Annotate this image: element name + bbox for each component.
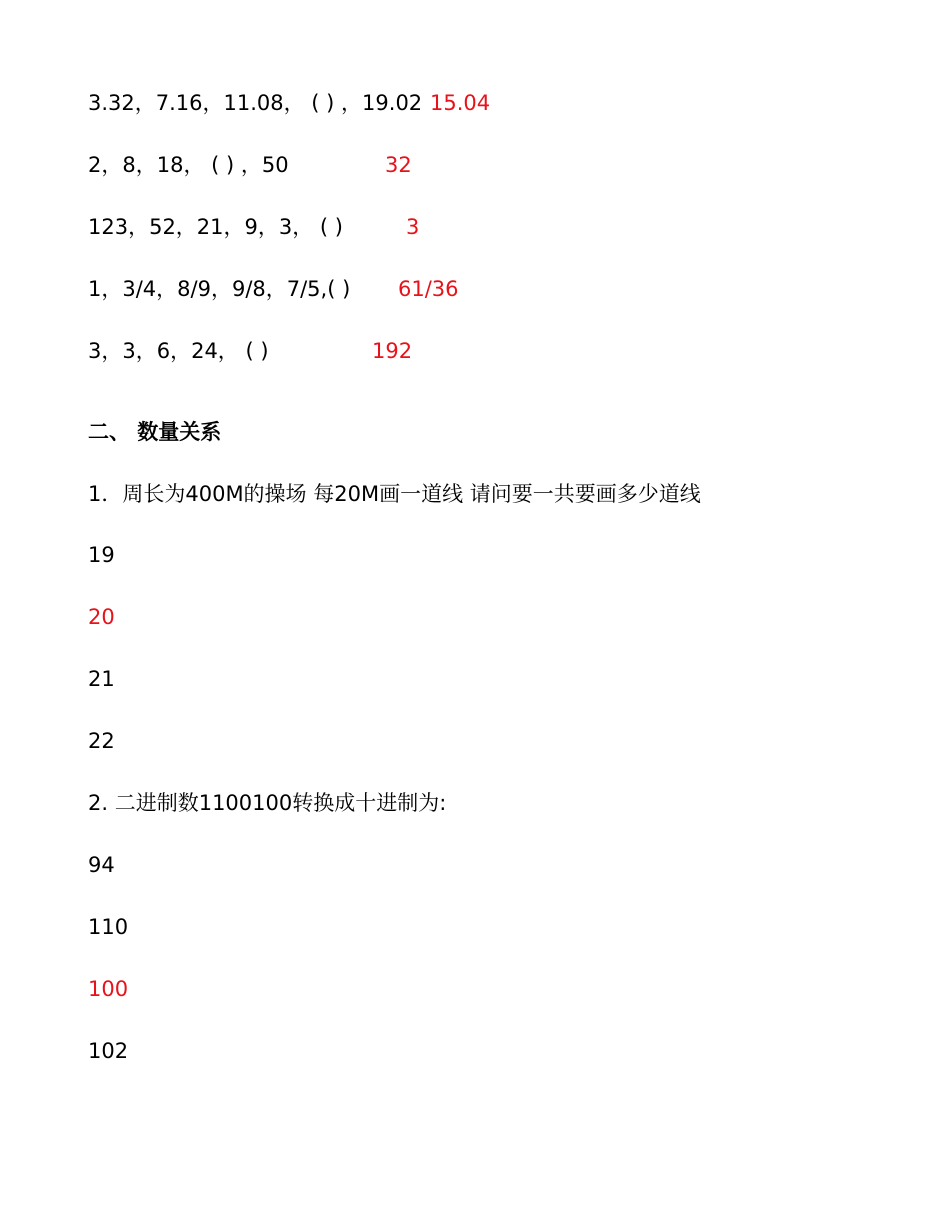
question-1-option-c: 21 xyxy=(88,667,115,691)
question-2-option-b: 110 xyxy=(88,915,129,939)
sequence-question-4: 1，3/4，8/9，9/8，7/5,( ) xyxy=(88,277,351,301)
question-1-text: 1．周长为400M的操场 每20M画一道线 请问要一共要画多少道线 xyxy=(88,482,701,506)
sequence-question-2: 2，8，18， ( ) ，50 xyxy=(88,153,289,177)
question-1-option-b-correct: 20 xyxy=(88,605,115,629)
question-1-option-d: 22 xyxy=(88,729,115,753)
question-1-option-a: 19 xyxy=(88,543,115,567)
section-heading: 二、 数量关系 xyxy=(88,420,222,444)
sequence-answer-3: 3 xyxy=(406,215,420,239)
question-2-option-c-correct: 100 xyxy=(88,977,129,1001)
sequence-answer-5: 192 xyxy=(372,339,413,363)
question-2-text: 2. 二进制数1100100转换成十进制为: xyxy=(88,791,447,815)
sequence-question-5: 3，3，6，24， ( ) xyxy=(88,339,269,363)
question-2-option-a: 94 xyxy=(88,853,115,877)
sequence-question-3: 123，52，21，9，3， ( ) xyxy=(88,215,343,239)
sequence-answer-2: 32 xyxy=(385,153,412,177)
sequence-question-1: 3.32，7.16，11.08， ( ) ，19.02 xyxy=(88,91,423,115)
sequence-answer-4: 61/36 xyxy=(398,277,459,301)
question-2-option-d: 102 xyxy=(88,1039,129,1063)
sequence-answer-1: 15.04 xyxy=(430,91,491,115)
